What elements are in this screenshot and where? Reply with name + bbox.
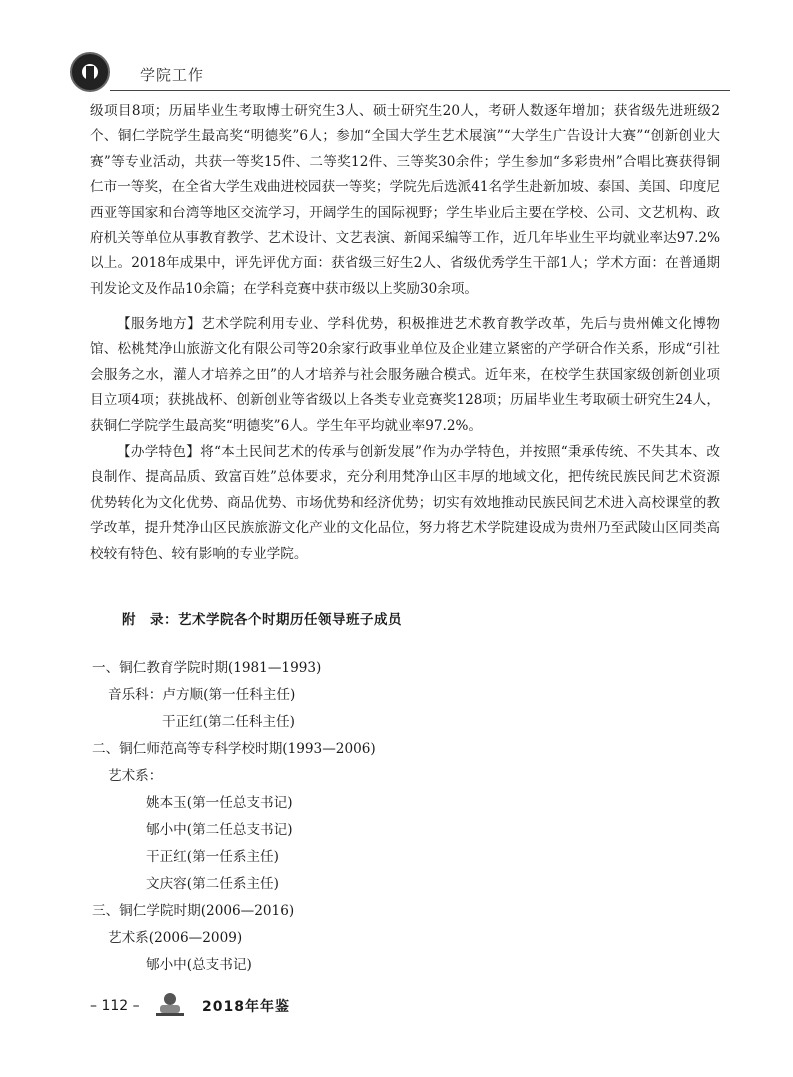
paragraph-body: 将“本土民间艺术的传承与创新发展”作为办学特色，并按照“秉承传统、不失其本、改良制作、提高品质、致富百姓”总体要求，充分利用梵净山区丰厚的地域文化，把传统民族民间艺术资源优势转化为文化优势、商品优势、市场优势和经济优势；切实有效地推动民族民间艺术进入高校课堂的教学改革，提升梵净山区民族旅游文化产业的文化品位，努力将艺术学院建设成为贵州乃至武陵山区同类高校较有特色、较有影响的专业学院。 — [90, 444, 720, 562]
appendix-line: 干正红(第一任系主任) — [146, 849, 279, 865]
header-divider — [110, 90, 730, 91]
appendix-line: 艺术系(2006—2009) — [108, 930, 243, 946]
page-footer — [90, 992, 390, 1022]
appendix-line: 音乐科：卢方顺(第一任科主任) — [108, 687, 296, 703]
paragraph-school-features — [90, 440, 720, 567]
appendix-line: 郇小中(总支书记) — [146, 957, 252, 973]
appendix-title: 附 录：艺术学院各个时期历任领导班子成员 — [122, 612, 402, 628]
paragraph-tag: 【办学特色】 — [117, 444, 201, 460]
appendix-line: 郇小中(第二任总支书记) — [146, 822, 293, 838]
section-title: 学院工作 — [140, 66, 205, 84]
appendix-line: 文庆容(第二任系主任) — [146, 876, 279, 892]
paragraph-body: 艺术学院利用专业、学科优势，积极推进艺术教育教学改革，先后与贵州傩文化博物馆、松桃梵净山旅游文化有限公司等20余家行政事业单位及企业建立紧密的产学研合作关系，形成“引社会服务之水，灌人才培养之田”的人才培养与社会服务融合模式。近年来，在校学生获国家级创新创业项目立项4项；获挑战杯、创新创业等省级以上各类专业竞赛奖128项；历届毕业生考取硕士研究生24人，获铜仁学院学生最高奖“明德奖”6人。学生年平均就业率97.2%。 — [90, 316, 720, 434]
appendix-line: 艺术系： — [108, 768, 163, 784]
appendix-line: 一、铜仁教育学院时期(1981—1993) — [92, 660, 322, 676]
paragraph-tag: 【服务地方】 — [117, 316, 202, 332]
appendix-line: 二、铜仁师范高等专科学校时期(1993—2006) — [92, 741, 376, 757]
appendix-line: 干正红(第二任科主任) — [162, 714, 295, 730]
paragraph-student-achievements: 级项目8项；历届毕业生考取博士研究生3人、硕士研究生20人，考研人数逐年增加；获省级先进班级2个、铜仁学院学生最高奖“明德奖”6人；参加“全国大学生艺术展演”“大学生广告设计大赛”“创新创业大赛”等专业活动，共获一等奖15件、二等奖12件、三等奖30余件；学生参加“多彩贵州”合唱比赛获得铜仁市一等奖，在全省大学生戏曲进校园获一等奖；学院先后选派41名学生赴新加坡、泰国、美国、印度尼西亚等国家和台湾等地区交流学习，开阔学生的国际视野；学生毕业后主要在学校、公司、文艺机构、政府机关等单位从事教育教学、艺术设计、文艺表演、新闻采编等工作，近几年毕业生平均就业率达97.2%以上。2018年成果中，评先评优方面：获省级三好生2人、省级优秀学生干部1人；学术方面：在普通期刊发论文及作品10余篇；在学科竞赛中获市级以上奖励30余项。 — [90, 103, 720, 297]
yearbook-emblem-icon — [152, 990, 188, 1018]
paragraph-service-local — [90, 312, 720, 439]
yearbook-label: 2018年年鉴 — [202, 999, 290, 1015]
appendix-line: 三、铜仁学院时期(2006—2016) — [92, 903, 295, 919]
page-number: – 112 – — [90, 998, 140, 1014]
appendix-line: 姚本玉(第一任总支书记) — [146, 795, 293, 811]
university-logo-icon — [70, 52, 110, 92]
page-header — [70, 50, 730, 98]
